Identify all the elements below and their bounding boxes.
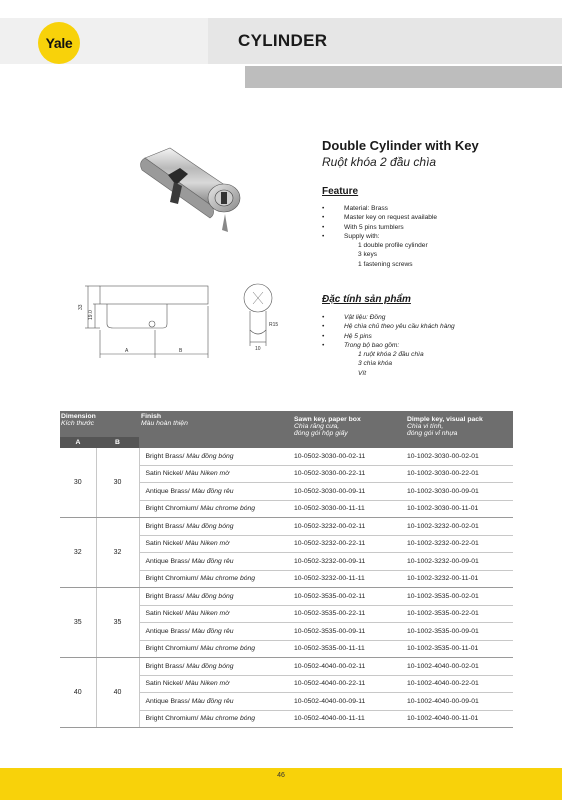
dimension-b-cell: 35: [96, 588, 139, 658]
dimple-header-vn1: Chìa vi tính,: [407, 423, 444, 430]
dimple-code-cell: 10-1002-3030-00-11-01: [403, 500, 513, 518]
sawn-code-cell: 10-0502-3535-00-02-11: [290, 588, 403, 606]
bullet-icon: •: [322, 314, 325, 321]
sawn-code-cell: 10-0502-3232-00-09-11: [290, 553, 403, 571]
finish-name-vn: Màu Niken mờ: [185, 470, 230, 478]
feature-vn-item: [322, 322, 522, 331]
feature-vn-item: [322, 350, 522, 359]
dimension-b-cell: 30: [96, 448, 139, 518]
finish-name: Bright Chromium/: [145, 645, 199, 653]
finish-name-vn: Màu đồng bóng: [186, 522, 234, 530]
finish-name-vn: Màu chrome bóng: [200, 505, 256, 513]
sawn-code-cell: 10-0502-3030-00-09-11: [290, 483, 403, 501]
sawn-code-cell: 10-0502-4040-00-22-11: [290, 675, 403, 693]
finish-name-vn: Màu đồng rêu: [191, 627, 234, 635]
dim-33-label: 33: [78, 304, 84, 310]
sawn-code-cell: 10-0502-3030-00-11-11: [290, 500, 403, 518]
finish-name: Satin Nickel/: [145, 680, 184, 688]
table-row: [60, 658, 513, 676]
feature-vn-text: 1 ruột khóa 2 đầu chìa: [358, 351, 424, 359]
header-accent-bar: [245, 66, 562, 88]
feature-vn-item: [322, 332, 522, 341]
finish-name-vn: Màu chrome bóng: [200, 575, 256, 583]
finish-name: Bright Chromium/: [145, 575, 199, 583]
dimension-a-cell: 30: [60, 448, 96, 518]
finish-cell: [139, 623, 290, 641]
dimension-drawing: [55, 280, 285, 360]
finish-header-label: Finish: [141, 413, 162, 420]
feature-vn-text: Vít: [358, 369, 367, 377]
sawn-code-cell: 10-0502-3535-00-22-11: [290, 605, 403, 623]
sawn-code-cell: 10-0502-3535-00-09-11: [290, 623, 403, 641]
sawn-code-cell: 10-0502-3232-00-22-11: [290, 535, 403, 553]
feature-text: With 5 pins tumblers: [344, 223, 404, 231]
finish-cell: [139, 710, 290, 728]
dimple-code-cell: 10-1002-3535-00-02-01: [403, 588, 513, 606]
finish-cell: [139, 675, 290, 693]
finish-name: Antique Brass/: [145, 627, 190, 635]
feature-text: 3 keys: [358, 251, 378, 259]
finish-name: Satin Nickel/: [145, 470, 184, 478]
col-a-header: A: [60, 437, 96, 448]
finish-cell: [139, 605, 290, 623]
finish-cell: [139, 518, 290, 536]
dimension-header-label: Dimension: [61, 413, 96, 420]
finish-name-vn: Màu chrome bóng: [200, 715, 256, 723]
header-band: [158, 18, 562, 64]
sawn-code-cell: 10-0502-4040-00-02-11: [290, 658, 403, 676]
sawn-code-cell: 10-0502-3232-00-02-11: [290, 518, 403, 536]
finish-header-vn: Màu hoàn thiện: [141, 420, 188, 427]
brand-name: Yale: [45, 35, 73, 51]
finish-header: [139, 411, 290, 437]
feature-item: [322, 241, 522, 250]
feature-text: Master key on request available: [344, 214, 438, 222]
finish-cell: [139, 588, 290, 606]
dimension-a-cell: 35: [60, 588, 96, 658]
finish-name-vn: Màu Niken mờ: [185, 540, 230, 548]
table-row: [60, 448, 513, 465]
feature-item: [322, 260, 522, 269]
dimple-code-cell: 10-1002-3535-00-22-01: [403, 605, 513, 623]
dim-19-label: 19.0: [88, 310, 94, 320]
dimple-code-cell: 10-1002-4040-00-09-01: [403, 693, 513, 711]
feature-item: [322, 204, 522, 213]
finish-name: Antique Brass/: [145, 487, 190, 495]
yale-logo: [38, 22, 80, 64]
finish-cell: [139, 658, 290, 676]
dimension-b-cell: 40: [96, 658, 139, 728]
category-title: CYLINDER: [238, 31, 328, 50]
dimension-b-cell: 32: [96, 518, 139, 588]
dimple-code-cell: 10-1002-3232-00-09-01: [403, 553, 513, 571]
product-title: Double Cylinder with Key: [322, 138, 479, 153]
dimple-code-cell: 10-1002-3535-00-11-01: [403, 640, 513, 658]
finish-name-vn: Màu đồng rêu: [191, 557, 234, 565]
finish-name: Bright Chromium/: [145, 505, 199, 513]
finish-cell: [139, 640, 290, 658]
finish-cell: [139, 465, 290, 483]
bullet-icon: •: [322, 232, 325, 240]
feature-vn-text: Hệ 5 pins: [344, 332, 372, 340]
finish-name: Antique Brass/: [145, 697, 190, 705]
finish-name: Satin Nickel/: [145, 610, 184, 618]
r15-label: R15: [269, 322, 279, 328]
finish-cell: [139, 448, 290, 465]
dimple-code-cell: 10-1002-3535-00-09-01: [403, 623, 513, 641]
finish-cell: [139, 500, 290, 518]
bullet-icon: •: [322, 223, 325, 231]
finish-cell: [139, 483, 290, 501]
dim-a-label: A: [125, 348, 129, 354]
sawn-header: [290, 411, 403, 448]
sawn-code-cell: 10-0502-3030-00-22-11: [290, 465, 403, 483]
dim-10-label: 10: [255, 346, 261, 352]
finish-cell: [139, 570, 290, 588]
finish-cell: [139, 535, 290, 553]
bullet-icon: •: [322, 205, 325, 212]
sawn-code-cell: 10-0502-3232-00-11-11: [290, 570, 403, 588]
product-subtitle: Ruột khóa 2 đầu chìa: [322, 155, 437, 169]
feature-vn-text: Trong bộ bao gồm:: [344, 341, 400, 349]
sawn-header-vn2: đóng gói hộp giấy: [294, 430, 348, 437]
feature-vn-text: Hệ chìa chủ theo yêu cầu khách hàng: [344, 323, 455, 331]
sawn-code-cell: 10-0502-3535-00-11-11: [290, 640, 403, 658]
dimple-code-cell: 10-1002-3232-00-11-01: [403, 570, 513, 588]
finish-name-vn: Màu Niken mờ: [185, 610, 230, 618]
feature-text: 1 fastening screws: [358, 260, 413, 268]
table-row: [60, 518, 513, 536]
finish-name-vn: Màu đồng rêu: [191, 697, 234, 705]
feature-item: [322, 213, 522, 222]
dimple-code-cell: 10-1002-3232-00-02-01: [403, 518, 513, 536]
sawn-code-cell: 10-0502-3030-00-02-11: [290, 448, 403, 465]
dimension-a-cell: 32: [60, 518, 96, 588]
dimension-header-vn: Kích thước: [61, 420, 94, 427]
finish-name-vn: Màu Niken mờ: [185, 680, 230, 688]
sawn-code-cell: 10-0502-4040-00-09-11: [290, 693, 403, 711]
dimple-code-cell: 10-1002-3030-00-02-01: [403, 448, 513, 465]
bullet-icon: •: [322, 332, 325, 340]
finish-header-spacer: [139, 437, 290, 448]
finish-name: Bright Brass/: [145, 452, 185, 460]
feature-list: [322, 204, 522, 269]
bullet-icon: •: [322, 341, 325, 349]
feature-vn-text: 3 chìa khóa: [358, 360, 393, 368]
finish-name: Antique Brass/: [145, 557, 190, 565]
finish-name-vn: Màu đồng rêu: [191, 487, 234, 495]
feature-list-vn: [322, 313, 522, 378]
feature-heading: Feature: [322, 186, 359, 197]
bullet-icon: •: [322, 214, 325, 222]
feature-vn-text: Vật liệu: Đồng: [344, 314, 386, 321]
dimple-code-cell: 10-1002-4040-00-22-01: [403, 675, 513, 693]
table-body: [60, 448, 513, 728]
feature-text: 1 double profile cylinder: [358, 242, 428, 250]
feature-text: Material: Brass: [344, 205, 388, 212]
feature-text: Supply with:: [344, 232, 380, 240]
finish-name: Satin Nickel/: [145, 540, 184, 548]
feature-heading-vn: Đặc tính sản phẩm: [322, 294, 411, 305]
finish-cell: [139, 693, 290, 711]
dimple-header: [403, 411, 513, 448]
finish-name: Bright Brass/: [145, 662, 185, 670]
header-notch: [160, 18, 208, 64]
finish-name: Bright Chromium/: [145, 715, 199, 723]
dimension-a-cell: 40: [60, 658, 96, 728]
dimple-code-cell: 10-1002-4040-00-02-01: [403, 658, 513, 676]
col-b-header: B: [96, 437, 139, 448]
feature-item: [322, 223, 522, 232]
dimple-code-cell: 10-1002-3030-00-09-01: [403, 483, 513, 501]
dim-b-label: B: [179, 348, 183, 354]
dimple-header-vn2: đóng gói vỉ nhựa: [407, 430, 458, 437]
feature-vn-item: [322, 313, 522, 322]
sawn-header-vn1: Chìa răng cưa,: [294, 423, 340, 430]
finish-name-vn: Màu đồng bóng: [186, 592, 234, 600]
finish-name: Bright Brass/: [145, 592, 185, 600]
finish-name-vn: Màu chrome bóng: [200, 645, 256, 653]
bullet-icon: •: [322, 323, 325, 331]
sawn-code-cell: 10-0502-4040-00-11-11: [290, 710, 403, 728]
finish-name-vn: Màu đồng bóng: [186, 452, 234, 460]
table-row: [60, 588, 513, 606]
feature-item: [322, 232, 522, 241]
feature-vn-item: [322, 369, 522, 378]
feature-vn-item: [322, 341, 522, 350]
dimple-code-cell: 10-1002-3030-00-22-01: [403, 465, 513, 483]
dimple-header-label: Dimple key, visual pack: [407, 416, 483, 423]
finish-name-vn: Màu đồng bóng: [186, 662, 234, 670]
product-table: [60, 411, 513, 728]
feature-item: [322, 250, 522, 259]
finish-cell: [139, 553, 290, 571]
page-number: 46: [277, 772, 285, 779]
dimple-code-cell: 10-1002-3232-00-22-01: [403, 535, 513, 553]
sawn-header-label: Sawn key, paper box: [294, 416, 361, 423]
dimension-header: [60, 411, 139, 437]
feature-vn-item: [322, 359, 522, 368]
cylinder-photo: [130, 140, 245, 240]
finish-name: Bright Brass/: [145, 522, 185, 530]
dimple-code-cell: 10-1002-4040-00-11-01: [403, 710, 513, 728]
